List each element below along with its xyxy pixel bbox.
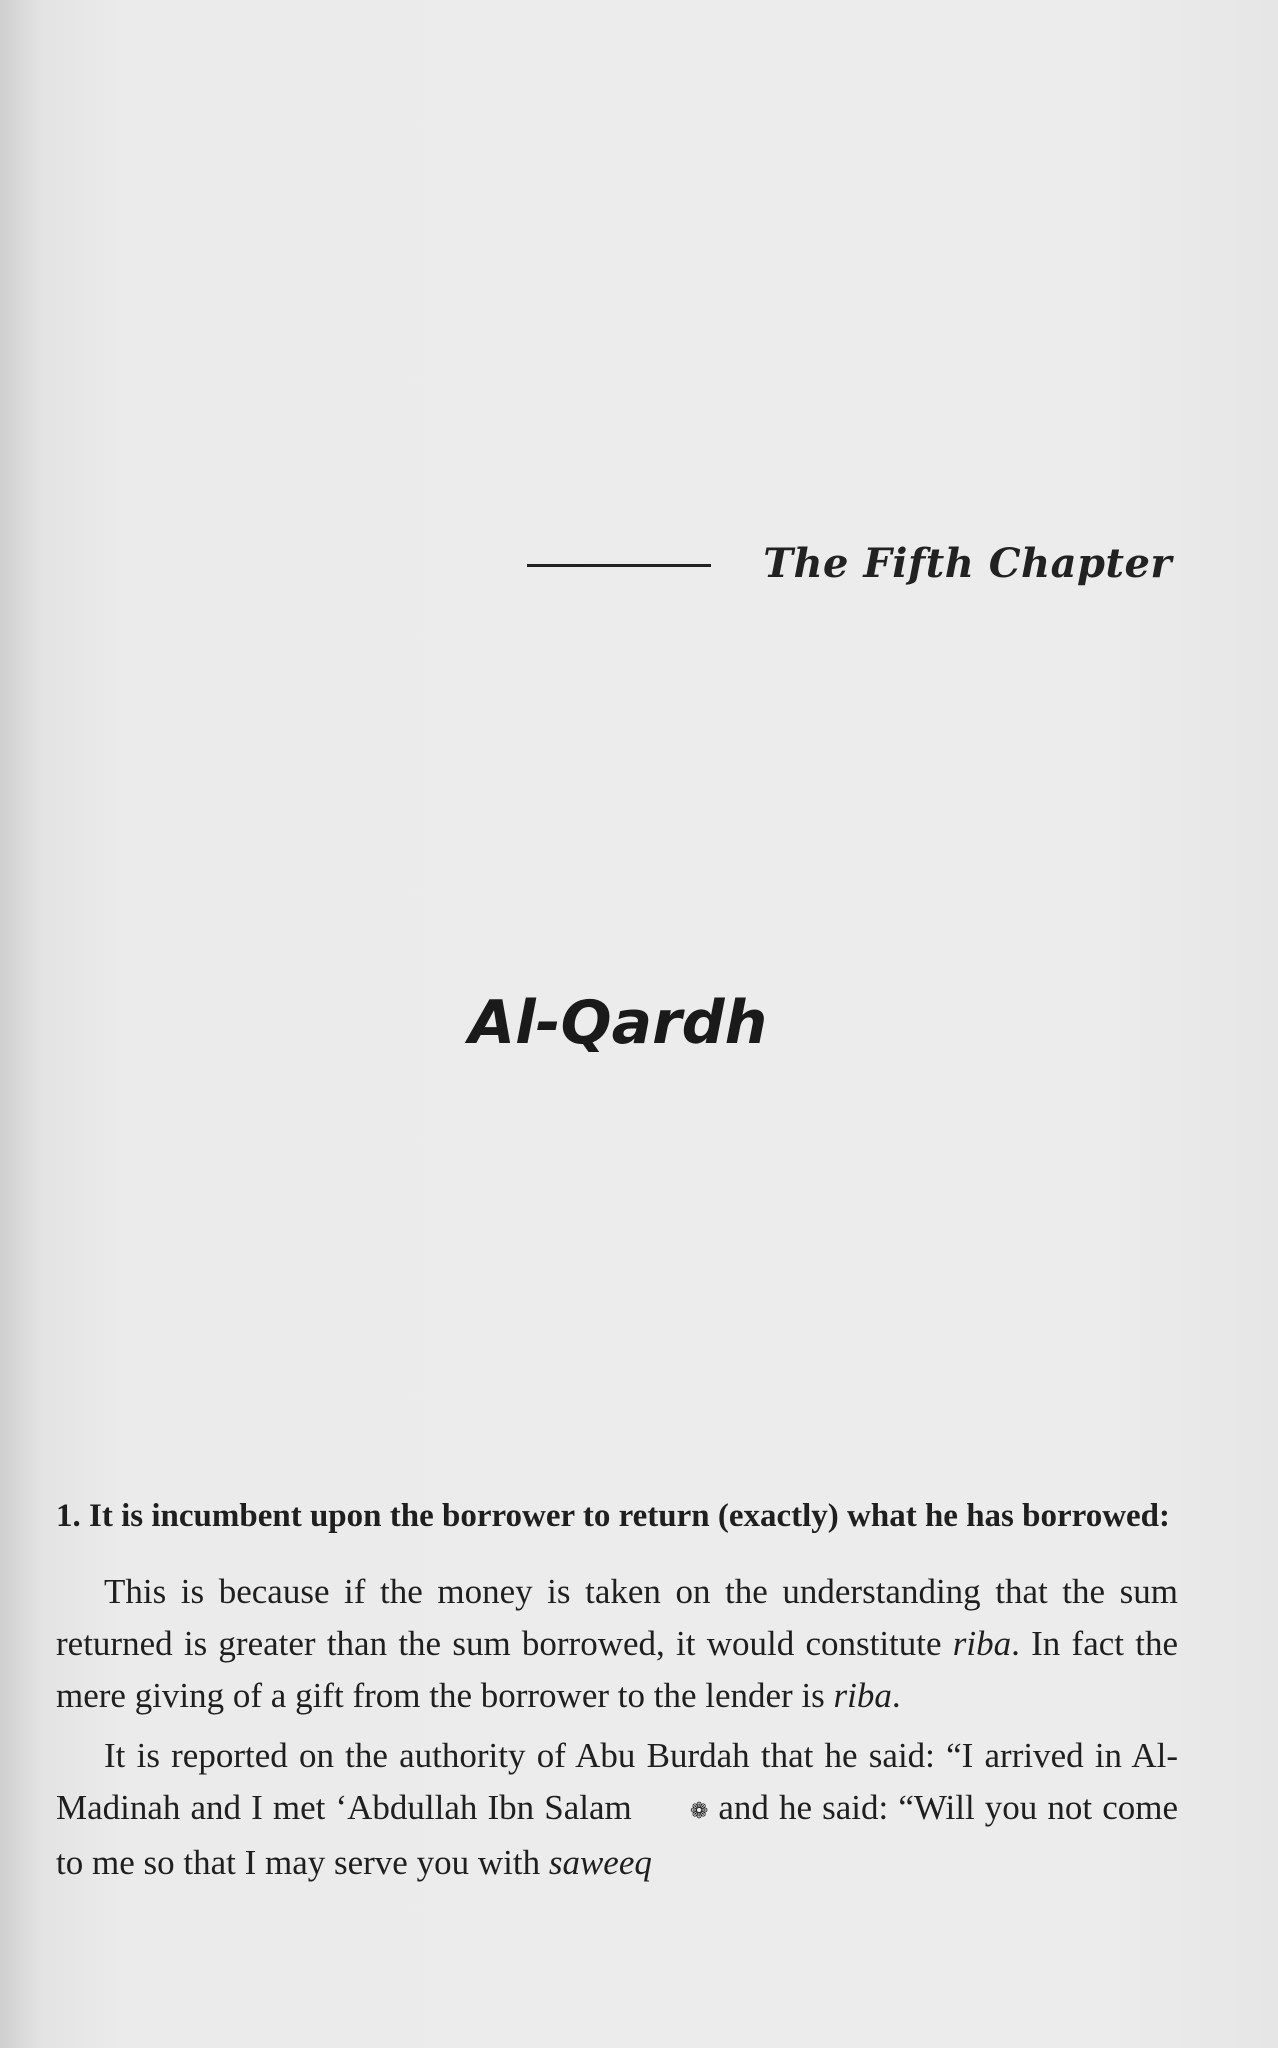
chapter-rule	[527, 564, 711, 567]
term-riba-1: riba	[952, 1624, 1012, 1663]
section-heading: 1. It is incumbent upon the borrower to return (exactly) what he has borrowed:	[56, 1498, 1171, 1534]
bleed-through-text	[40, 120, 1240, 328]
honorific-ornament-icon: ❁	[689, 1797, 709, 1823]
paragraph-1	[56, 1566, 1178, 1722]
paragraph-2-text-b: and he said: “Will you not come to me so that I may serve you with	[56, 1788, 1179, 1882]
paragraph-1-text-a: This is because if the money is taken on the understanding that the sum returned is greater than the sum borrowed, it would constitute	[56, 1572, 1178, 1663]
paragraph-1-text-c: .	[891, 1676, 901, 1715]
paragraph-1-text-b: . In fact the mere giving of a gift from the borrower to the lender is	[56, 1624, 1178, 1715]
term-saweeq: saweeq	[548, 1842, 652, 1882]
paragraph-2	[56, 1730, 1178, 1889]
chapter-header	[527, 540, 1172, 587]
paragraph-2-text-a: It is reported on the authority of Abu Burdah that he said: “I arrived in Al-Madinah and I met ‘Abdullah Ibn Salam	[56, 1736, 1178, 1827]
chapter-content	[56, 1496, 1178, 1897]
chapter-title: Al-Qardh	[468, 988, 768, 1058]
chapter-label: The Fifth Chapter	[763, 540, 1172, 587]
term-riba-2: riba	[833, 1676, 892, 1715]
